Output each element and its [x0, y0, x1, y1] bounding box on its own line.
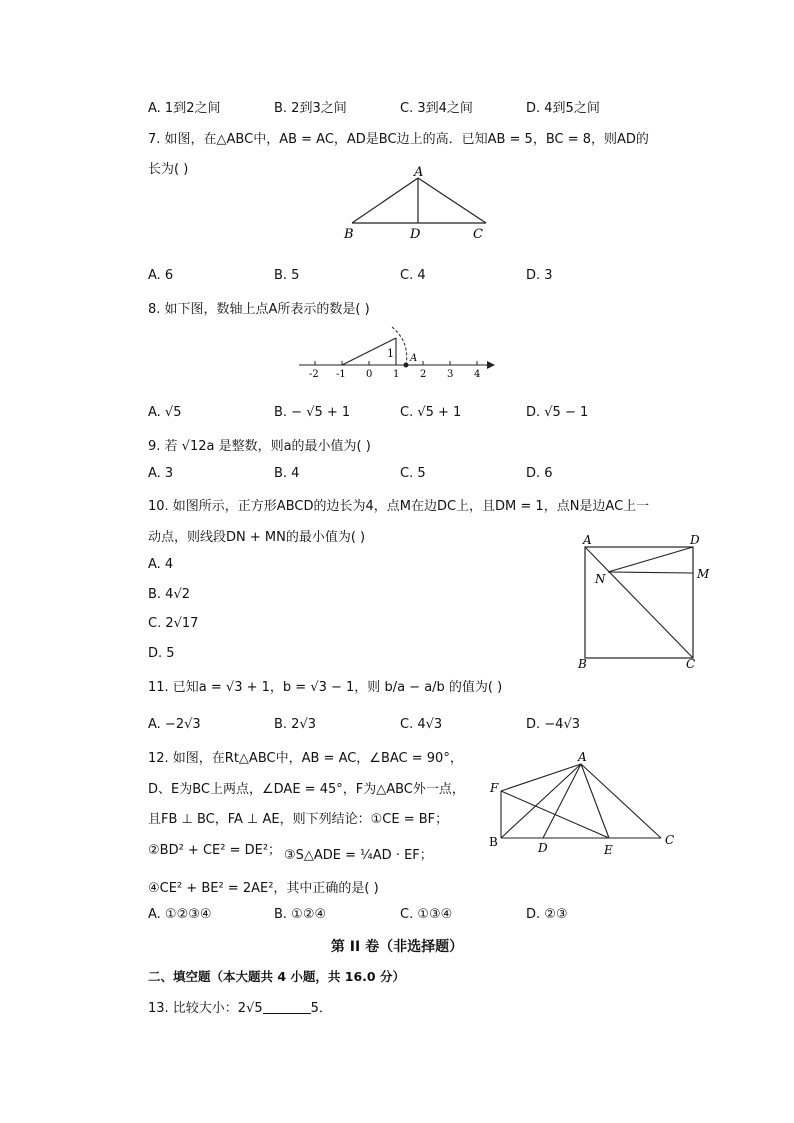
q7-option-b[interactable]: B. 5	[274, 268, 300, 283]
q7-label-b: B	[344, 227, 354, 242]
q8-compass-arc	[392, 327, 407, 365]
q7-option-d[interactable]: D. 3	[526, 268, 553, 283]
q8-number-line-figure	[295, 322, 505, 380]
q12-stem-line4b: ③S△ADE = ¼AD · EF；	[284, 848, 433, 863]
q13-stem	[148, 997, 332, 1016]
q12-option-b[interactable]: B. ①②④	[274, 907, 327, 922]
q10-label-c: C	[686, 657, 696, 671]
q9-options	[148, 466, 648, 484]
q12-stem-line4a: ②BD² + CE² = DE²；	[148, 843, 282, 858]
q11-options	[148, 717, 648, 735]
q8-option-c[interactable]: C. √5 + 1	[400, 405, 462, 420]
q10-option-b[interactable]: B. 4√2	[148, 587, 191, 602]
q7-stem-line1: 7. 如图，在△ABC中，AB = AC，AD是BC边上的高．已知AB = 5，BC = 8，则AD的	[148, 132, 649, 147]
q9-option-a[interactable]: A. 3	[148, 466, 174, 481]
q12-segment-fe	[501, 791, 609, 838]
q9-option-c[interactable]: C. 5	[400, 466, 426, 481]
q7-option-c[interactable]: C. 4	[400, 268, 426, 283]
q12-option-a[interactable]: A. ①②③④	[148, 907, 212, 922]
q8-option-b[interactable]: B. − √5 + 1	[274, 405, 351, 420]
q8-tick-0: 0	[366, 369, 373, 380]
q12-side-ab	[501, 764, 581, 838]
q12-label-d: D	[538, 841, 548, 855]
q8-tick-4: 4	[474, 369, 481, 380]
q10-diagonal-ac	[585, 547, 693, 658]
q12-stem-line1: 12. 如图，在Rt△ABC中，AB = AC，∠BAC = 90°，	[148, 751, 463, 766]
q12-triangle-figure	[485, 748, 685, 858]
q7-side-ab	[352, 178, 418, 223]
q9-option-b[interactable]: B. 4	[274, 466, 300, 481]
q10-segment-mn	[608, 572, 693, 573]
q11-option-b[interactable]: B. 2√3	[274, 717, 317, 732]
q13-answer-blank[interactable]	[263, 1001, 311, 1014]
q7-option-a[interactable]: A. 6	[148, 268, 174, 283]
q12-label-a: A	[578, 750, 587, 764]
q6-options	[148, 97, 648, 115]
q8-option-d[interactable]: D. √5 − 1	[526, 405, 589, 420]
q10-segment-dn	[608, 547, 693, 572]
q8-tick-1: 1	[393, 369, 400, 380]
q8-option-a[interactable]: A. √5	[148, 405, 182, 420]
q10-label-n: N	[595, 572, 606, 586]
q6-option-d[interactable]: D. 4到5之间	[526, 101, 600, 116]
fill-in-section-heading: 二、填空题（本大题共 4 小题，共 16.0 分）	[148, 969, 405, 984]
q8-tick-neg2: -2	[309, 369, 319, 380]
q8-stem: 8. 如下图，数轴上点A所表示的数是( )	[148, 302, 370, 317]
part-two-title: 第 II 卷（非选择题）	[330, 939, 464, 955]
q6-option-b[interactable]: B. 2到3之间	[274, 101, 347, 116]
q12-stem-line5: ④CE² + BE² = 2AE²，其中正确的是( )	[148, 881, 379, 896]
q8-options	[148, 405, 648, 423]
q10-option-d[interactable]: D. 5	[148, 646, 175, 661]
q7-side-ac	[418, 178, 486, 223]
q10-option-a[interactable]: A. 4	[148, 557, 174, 572]
q10-stem-line1: 10. 如图所示，正方形ABCD的边长为4，点M在边DC上，且DM = 1，点N是边AC上一	[148, 499, 650, 514]
q7-triangle-figure	[330, 163, 510, 243]
q8-tick-neg1: -1	[336, 369, 346, 380]
q8-point-a	[404, 363, 409, 368]
q10-label-m: M	[697, 567, 710, 581]
q10-stem-line2: 动点，则线段DN + MN的最小值为( )	[148, 530, 366, 545]
q8-unit-label: 1	[387, 347, 394, 360]
q8-tick-3: 3	[447, 369, 454, 380]
q8-tick-2: 2	[420, 369, 427, 380]
q7-label-d: D	[410, 227, 421, 242]
q11-option-a[interactable]: A. −2√3	[148, 717, 201, 732]
q12-segment-ae	[581, 764, 609, 838]
q12-options	[148, 907, 648, 925]
q10-label-a: A	[583, 533, 592, 547]
q7-label-a: A	[414, 165, 424, 180]
q10-square-figure	[575, 530, 715, 675]
q13-suffix: 5．	[310, 1001, 332, 1016]
q6-option-a[interactable]: A. 1到2之间	[148, 101, 221, 116]
q10-label-b: B	[578, 657, 587, 671]
q8-axis-arrow	[487, 361, 495, 369]
q13-prefix: 13. 比较大小：2√5	[148, 1001, 263, 1016]
q10-label-d: D	[690, 533, 700, 547]
q12-side-ac	[581, 764, 661, 838]
q12-label-f: F	[490, 781, 499, 795]
q7-stem-line2: 长为( )	[148, 162, 189, 177]
q12-stem-line2: D、E为BC上两点，∠DAE = 45°，F为△ABC外一点，	[148, 782, 465, 797]
q12-stem-line3: 且FB ⊥ BC，FA ⊥ AE，则下列结论：①CE = BF；	[148, 812, 449, 827]
q6-option-c[interactable]: C. 3到4之间	[400, 101, 473, 116]
q12-label-c: C	[665, 833, 675, 847]
q12-option-c[interactable]: C. ①③④	[400, 907, 453, 922]
q10-option-c[interactable]: C. 2√17	[148, 616, 199, 631]
q11-option-c[interactable]: C. 4√3	[400, 717, 443, 732]
q8-point-label: A	[410, 353, 418, 364]
q9-option-d[interactable]: D. 6	[526, 466, 553, 481]
q11-stem: 11. 已知a = √3 + 1，b = √3 − 1，则 b/a − a/b 的值为( )	[148, 680, 503, 695]
q12-label-e: E	[604, 843, 613, 857]
q12-option-d[interactable]: D. ②③	[526, 907, 568, 922]
q12-label-b: B	[489, 835, 498, 849]
q11-option-d[interactable]: D. −4√3	[526, 717, 580, 732]
q9-stem: 9. 若 √12a 是整数，则a的最小值为( )	[148, 439, 371, 454]
q7-options	[148, 268, 648, 286]
q7-label-c: C	[473, 227, 483, 242]
